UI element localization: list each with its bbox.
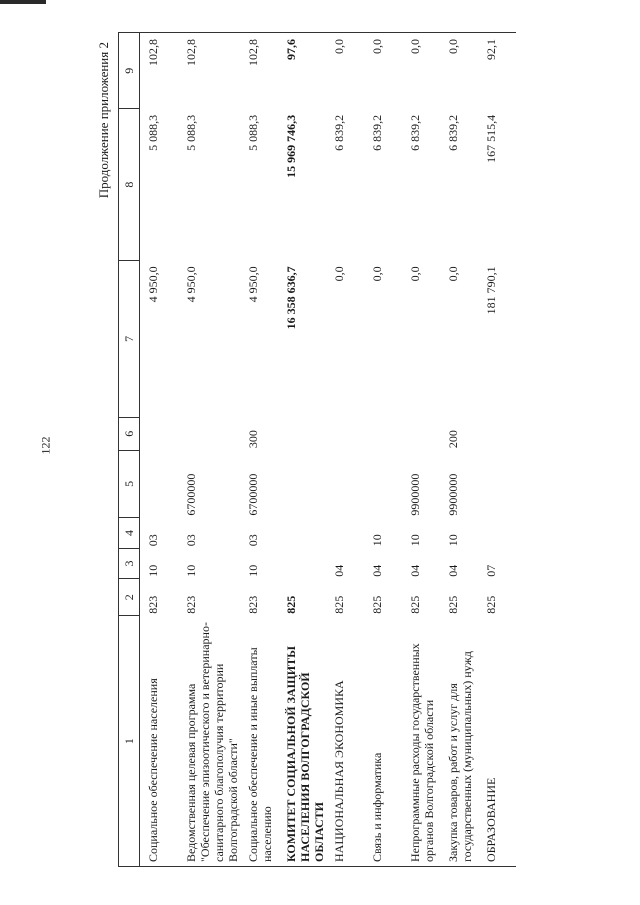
appendix-title: Продолжение приложения 2 bbox=[96, 42, 111, 199]
row-section: 04 bbox=[332, 564, 346, 577]
row-subsection: 03 bbox=[146, 534, 160, 547]
table-row bbox=[326, 33, 364, 867]
row-name: Ведомственная целевая программа "Обеспечение эпизоотического и ветеринарно-санитарного благополучия территории Волгоградской области" bbox=[178, 616, 240, 867]
row-name: НАЦИОНАЛЬНАЯ ЭКОНОМИКА bbox=[326, 616, 364, 867]
row-percent: 97,6 bbox=[278, 33, 326, 109]
row-name: Непрограммные расходы государственных органов Волгоградской области bbox=[402, 616, 440, 867]
row-target-article bbox=[364, 450, 402, 518]
budget-table bbox=[118, 32, 516, 867]
row-ministry-code: 823 bbox=[246, 595, 260, 614]
row-target-article bbox=[278, 450, 326, 518]
row-subsection: 10 bbox=[408, 534, 422, 547]
row-ministry-code: 825 bbox=[446, 595, 460, 614]
column-header: 1 bbox=[119, 616, 140, 867]
row-approved-amount: 0,0 bbox=[332, 266, 346, 282]
row-section: 10 bbox=[246, 564, 260, 577]
row-name: КОМИТЕТ СОЦИАЛЬНОЙ ЗАЩИТЫ НАСЕЛЕНИЯ ВОЛГОГРАДСКОЙ ОБЛАСТИ bbox=[278, 616, 326, 867]
row-expense-type bbox=[478, 417, 516, 450]
row-approved-amount: 0,0 bbox=[408, 266, 422, 282]
row-approved-amount: 0,0 bbox=[446, 266, 460, 282]
column-header: 7 bbox=[119, 260, 140, 417]
row-section: 04 bbox=[446, 564, 460, 577]
table-row bbox=[364, 33, 402, 867]
rotated-content bbox=[96, 32, 617, 867]
column-header: 8 bbox=[119, 109, 140, 261]
row-target-article bbox=[478, 450, 516, 518]
page-number: 122 bbox=[38, 436, 53, 455]
row-subsection: 10 bbox=[370, 534, 384, 547]
column-header: 6 bbox=[119, 417, 140, 450]
row-section: 04 bbox=[370, 564, 384, 577]
row-ministry-code: 825 bbox=[332, 595, 346, 614]
row-approved-amount: 4 950,0 bbox=[184, 266, 198, 303]
table-row bbox=[478, 33, 516, 867]
table-row bbox=[278, 33, 326, 867]
row-executed-amount: 5 088,3 bbox=[184, 114, 198, 151]
row-executed-amount: 6 839,2 bbox=[370, 114, 384, 151]
row-percent: 102,8 bbox=[240, 33, 278, 109]
row-expense-type: 200 bbox=[446, 430, 460, 449]
row-name: Социальное обеспечение населения bbox=[140, 616, 179, 867]
row-name: Закупка товаров, работ и услуг для государственных (муниципальных) нужд bbox=[440, 616, 478, 867]
row-subsection bbox=[478, 518, 516, 549]
row-approved-amount: 4 950,0 bbox=[146, 266, 160, 303]
row-subsection: 10 bbox=[446, 534, 460, 547]
column-header: 5 bbox=[119, 450, 140, 518]
column-header: 4 bbox=[119, 518, 140, 549]
row-ministry-code: 823 bbox=[146, 595, 160, 614]
row-section: 10 bbox=[146, 564, 160, 577]
row-subsection: 03 bbox=[184, 534, 198, 547]
table-header-row bbox=[119, 33, 140, 867]
row-expense-type bbox=[278, 417, 326, 450]
row-ministry-code: 823 bbox=[184, 595, 198, 614]
row-expense-type bbox=[364, 417, 402, 450]
row-section: 04 bbox=[408, 564, 422, 577]
row-percent: 102,8 bbox=[178, 33, 240, 109]
document-page bbox=[96, 32, 617, 867]
row-percent: 102,8 bbox=[140, 33, 179, 109]
table-row bbox=[402, 33, 440, 867]
column-header: 3 bbox=[119, 548, 140, 579]
row-target-article: 6700000 bbox=[184, 473, 198, 516]
row-section: 07 bbox=[484, 564, 498, 577]
row-expense-type bbox=[140, 417, 179, 450]
row-executed-amount: 6 839,2 bbox=[408, 114, 422, 151]
column-header: 9 bbox=[119, 33, 140, 109]
row-executed-amount: 5 088,3 bbox=[146, 114, 160, 151]
row-percent: 92,1 bbox=[478, 33, 516, 109]
row-name: ОБРАЗОВАНИЕ bbox=[478, 616, 516, 867]
row-approved-amount: 181 790,1 bbox=[484, 266, 498, 315]
scan-edge-mark bbox=[0, 0, 46, 4]
row-executed-amount: 167 515,4 bbox=[484, 114, 498, 163]
row-target-article: 9900000 bbox=[446, 473, 460, 516]
row-approved-amount: 16 358 636,7 bbox=[284, 266, 298, 330]
row-expense-type bbox=[178, 417, 240, 450]
row-name: Социальное обеспечение и иные выплаты населению bbox=[240, 616, 278, 867]
row-subsection bbox=[326, 518, 364, 549]
row-target-article: 9900000 bbox=[408, 473, 422, 516]
row-executed-amount: 15 969 746,3 bbox=[284, 114, 298, 178]
row-section bbox=[278, 548, 326, 579]
row-expense-type bbox=[326, 417, 364, 450]
table-row bbox=[440, 33, 478, 867]
row-expense-type: 300 bbox=[246, 430, 260, 449]
row-target-article bbox=[140, 450, 179, 518]
row-target-article bbox=[326, 450, 364, 518]
row-name: Связь и информатика bbox=[364, 616, 402, 867]
row-ministry-code: 825 bbox=[484, 595, 498, 614]
row-executed-amount: 6 839,2 bbox=[332, 114, 346, 151]
table-row bbox=[140, 33, 179, 867]
row-executed-amount: 5 088,3 bbox=[246, 114, 260, 151]
column-header: 2 bbox=[119, 579, 140, 616]
row-percent: 0,0 bbox=[440, 33, 478, 109]
row-ministry-code: 825 bbox=[370, 595, 384, 614]
row-percent: 0,0 bbox=[326, 33, 364, 109]
row-percent: 0,0 bbox=[402, 33, 440, 109]
row-subsection bbox=[278, 518, 326, 549]
row-executed-amount: 6 839,2 bbox=[446, 114, 460, 151]
row-subsection: 03 bbox=[246, 534, 260, 547]
row-section: 10 bbox=[184, 564, 198, 577]
row-percent: 0,0 bbox=[364, 33, 402, 109]
row-ministry-code: 825 bbox=[284, 595, 298, 614]
table-row bbox=[240, 33, 278, 867]
row-expense-type bbox=[402, 417, 440, 450]
row-approved-amount: 4 950,0 bbox=[246, 266, 260, 303]
row-target-article: 6700000 bbox=[246, 473, 260, 516]
row-ministry-code: 825 bbox=[408, 595, 422, 614]
table-row bbox=[178, 33, 240, 867]
row-approved-amount: 0,0 bbox=[370, 266, 384, 282]
